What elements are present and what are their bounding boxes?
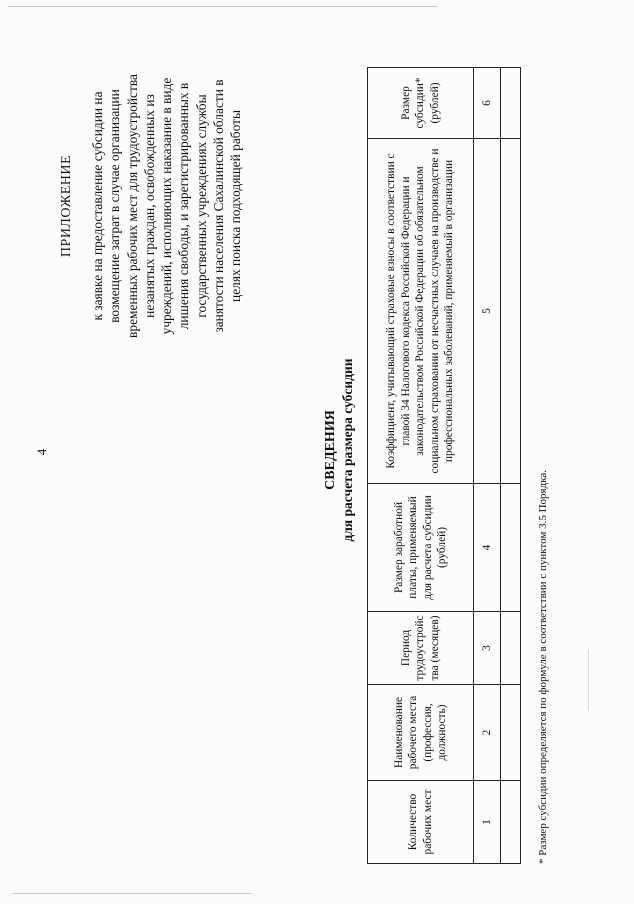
footnote: * Размер субсидии определяется по формуле в соответствии с пунктом 3.5 Порядка. xyxy=(537,469,549,864)
appendix-block xyxy=(58,56,245,356)
empty-cell xyxy=(501,139,521,484)
column-header: Количество рабочих мест xyxy=(368,781,474,864)
page-number: 4 xyxy=(34,448,49,456)
column-header: Период трудоустройс тва (месяцев) xyxy=(368,612,474,685)
empty-cell xyxy=(501,612,521,685)
heading-subtitle: для расчета размера субсидии xyxy=(340,358,355,542)
empty-cell xyxy=(501,68,521,139)
column-number: 1 xyxy=(474,781,501,864)
column-number: 3 xyxy=(474,612,501,685)
table-number-row xyxy=(474,68,501,864)
empty-cell xyxy=(501,685,521,781)
column-header: Размер субсидии* (рублей) xyxy=(368,68,474,139)
appendix-line: к заявке на предоставление субсидии на xyxy=(90,91,105,321)
column-number: 4 xyxy=(474,484,501,612)
heading-title: СВЕДЕНИЯ xyxy=(323,410,338,490)
appendix-line: лишения свободы, и зарегистрированных в xyxy=(176,82,192,330)
appendix-line: временных рабочих мест для трудоустройства xyxy=(124,74,140,338)
column-header: Коэффициент, учитывающий страховые взносы в соответствии с главой 34 Налогового кодекса Российской Федерации и законодательством Российской Федерации об обязательном социальном страховании от несчастных случаев на производстве и профессиональных заболеваний, применяемый в организации xyxy=(368,139,474,484)
appendix-text xyxy=(89,56,245,356)
table-header-row xyxy=(368,68,474,864)
column-number: 5 xyxy=(474,139,501,484)
column-number: 2 xyxy=(474,685,501,781)
appendix-line: целях поиска подходящей работы xyxy=(228,110,244,302)
document-heading xyxy=(322,210,356,690)
column-header: Наименование рабочего места (профессия, должность) xyxy=(368,685,474,781)
column-header: Размер заработной платы, применяемый для расчета субсидии (рублей) xyxy=(368,484,474,612)
empty-cell xyxy=(501,484,521,612)
appendix-title: ПРИЛОЖЕНИЕ xyxy=(59,154,74,258)
appendix-line: государственных учреждениях службы xyxy=(193,94,209,318)
table-empty-row xyxy=(501,68,521,864)
appendix-line: возмещение затрат в случае организации xyxy=(107,89,123,323)
appendix-line: занятости населения Сахалинской области в xyxy=(211,79,227,333)
column-number: 6 xyxy=(474,68,501,139)
appendix-line: незанятых граждан, освобожденных из xyxy=(141,94,157,318)
subsidy-table xyxy=(367,67,521,864)
appendix-line: учреждений, исполняющих наказание в виде xyxy=(159,77,175,335)
empty-cell xyxy=(501,781,521,864)
